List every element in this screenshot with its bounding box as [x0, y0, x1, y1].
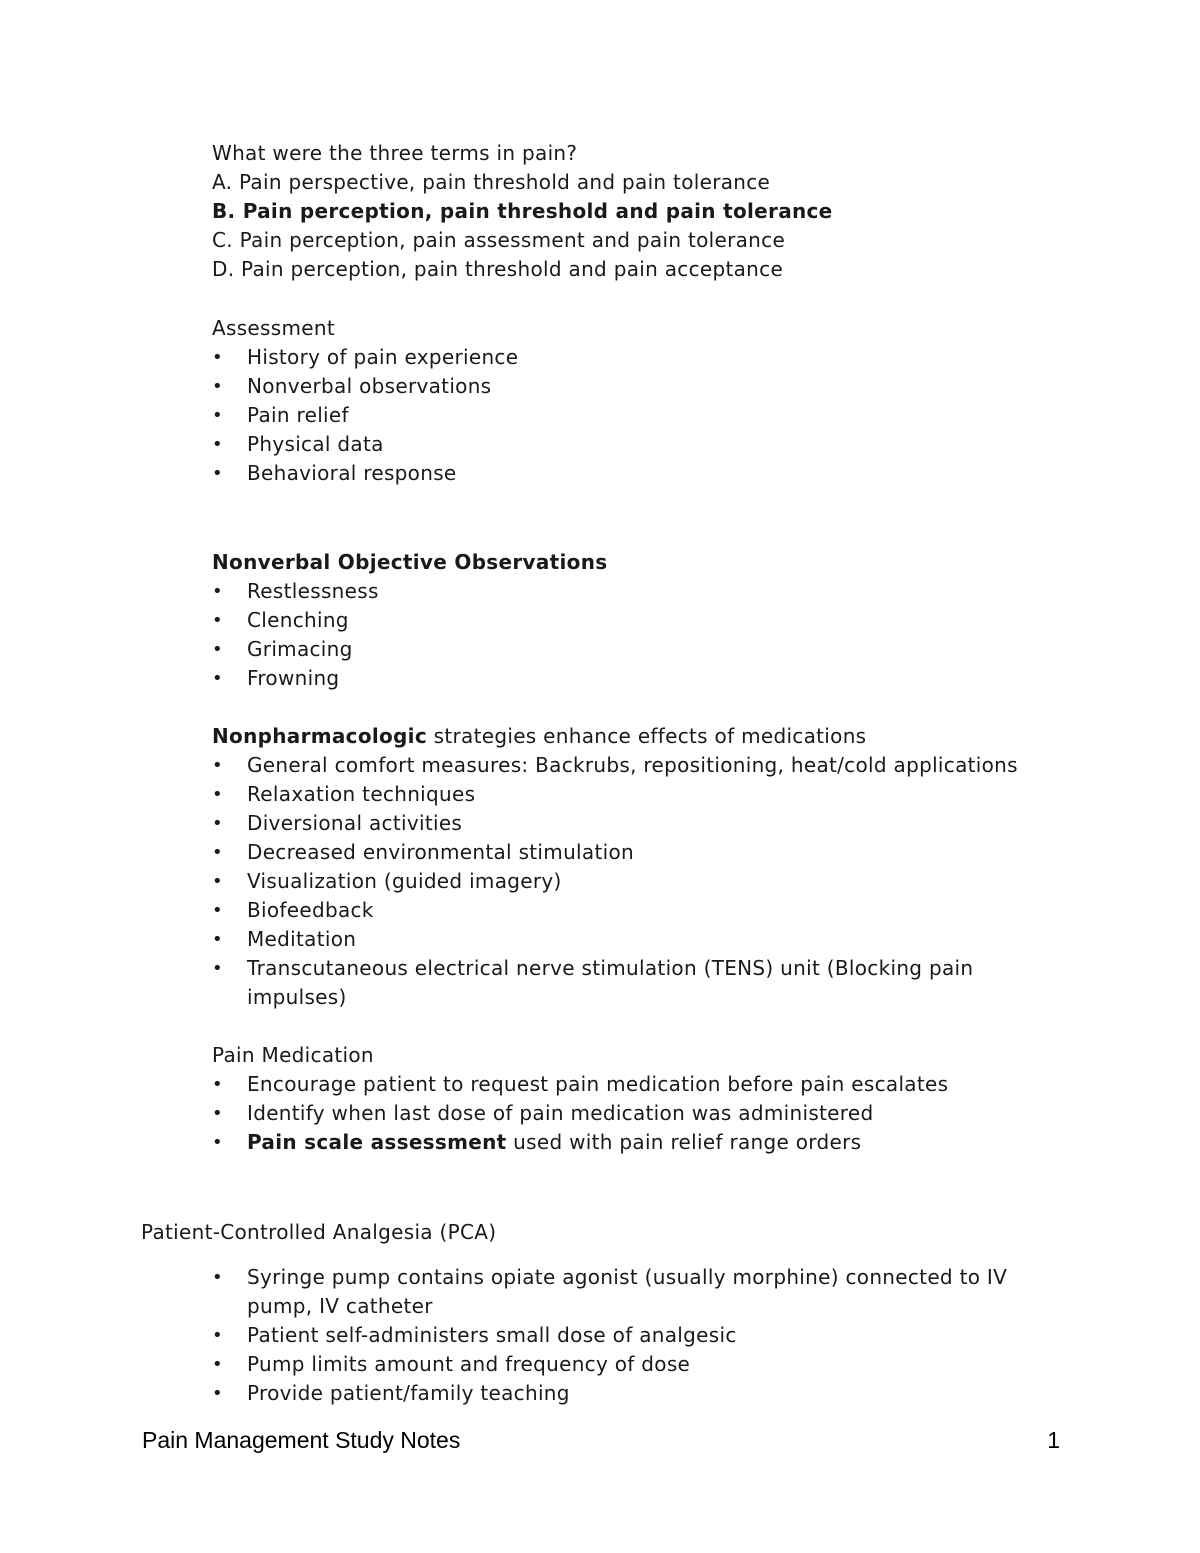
assessment-heading: Assessment [212, 316, 335, 340]
assessment-section [212, 314, 518, 488]
option-b-correct: B. Pain perception, pain threshold and pain tolerance [212, 199, 833, 223]
list-item: • Visualization (guided imagery) [212, 867, 1057, 896]
medication-heading: Pain Medication [212, 1043, 374, 1067]
quiz-question [212, 139, 833, 284]
nonverbal-list [212, 577, 607, 693]
bullet-icon: • [212, 610, 223, 631]
assessment-list [212, 343, 518, 488]
bullet-icon: • [212, 755, 223, 776]
list-item: • Behavioral response [212, 459, 518, 488]
list-item: • Relaxation techniques [212, 780, 1057, 809]
bullet-icon: • [212, 581, 223, 602]
bullet-icon: • [212, 929, 223, 950]
list-item: • Pain relief [212, 401, 518, 430]
list-item: • Encourage patient to request pain medication before pain escalates [212, 1070, 948, 1099]
page-number: 1 [1047, 1427, 1060, 1453]
list-item: • History of pain experience [212, 343, 518, 372]
option-c: C. Pain perception, pain assessment and pain tolerance [212, 228, 786, 252]
bullet-icon: • [212, 668, 223, 689]
bullet-icon: • [212, 871, 223, 892]
bullet-icon: • [212, 347, 223, 368]
pca-list [212, 1263, 1057, 1408]
bullet-icon: • [212, 1074, 223, 1095]
list-item: • Patient self-administers small dose of analgesic [212, 1321, 1057, 1350]
pca-section [212, 1263, 1057, 1408]
bullet-icon: • [212, 900, 223, 921]
bullet-icon: • [212, 1267, 223, 1288]
footer-title: Pain Management Study Notes [142, 1427, 461, 1453]
bullet-icon: • [212, 405, 223, 426]
nonpharm-list [212, 751, 1057, 1012]
list-item: • Syringe pump contains opiate agonist (usually morphine) connected to IV pump, IV catheter [212, 1265, 1008, 1318]
bullet-icon: • [212, 1325, 223, 1346]
bullet-icon: • [212, 842, 223, 863]
question-prompt: What were the three terms in pain? [212, 141, 578, 165]
list-item: • Decreased environmental stimulation [212, 838, 1057, 867]
list-item: • Grimacing [212, 635, 607, 664]
bullet-icon: • [212, 376, 223, 397]
nonpharm-heading: Nonpharmacologic strategies enhance effects of medications [212, 724, 867, 748]
list-item: • Physical data [212, 430, 518, 459]
nonverbal-section [212, 548, 607, 693]
list-item: • General comfort measures: Backrubs, repositioning, heat/cold applications [212, 751, 1057, 780]
bullet-icon: • [212, 1354, 223, 1375]
page-footer [142, 1424, 1060, 1456]
list-item: • Frowning [212, 664, 607, 693]
pca-heading-block [141, 1218, 496, 1247]
bullet-icon: • [212, 813, 223, 834]
list-item: • Provide patient/family teaching [212, 1379, 1057, 1408]
bullet-icon: • [212, 463, 223, 484]
nonverbal-heading: Nonverbal Objective Observations [212, 550, 608, 574]
list-item: • Nonverbal observations [212, 372, 518, 401]
pca-heading: Patient-Controlled Analgesia (PCA) [141, 1220, 497, 1244]
list-item: • Clenching [212, 606, 607, 635]
bullet-icon: • [212, 639, 223, 660]
list-item: • Transcutaneous electrical nerve stimulation (TENS) unit (Blocking pain impulses) [212, 956, 974, 1009]
bullet-icon: • [212, 1103, 223, 1124]
bullet-icon: • [212, 784, 223, 805]
list-item: • Biofeedback [212, 896, 1057, 925]
bullet-icon: • [212, 1383, 223, 1404]
bullet-icon: • [212, 434, 223, 455]
list-item: • Pump limits amount and frequency of dose [212, 1350, 1057, 1379]
list-item: • Identify when last dose of pain medication was administered [212, 1099, 948, 1128]
option-a: A. Pain perspective, pain threshold and pain tolerance [212, 170, 771, 194]
list-item: • Pain scale assessment used with pain relief range orders [212, 1128, 948, 1157]
option-d: D. Pain perception, pain threshold and pain acceptance [212, 257, 784, 281]
medication-section [212, 1041, 948, 1157]
bullet-icon: • [212, 1132, 223, 1153]
medication-list [212, 1070, 948, 1157]
bullet-icon: • [212, 958, 223, 979]
nonpharm-section [212, 722, 1057, 1012]
list-item: • Meditation [212, 925, 1057, 954]
list-item: • Diversional activities [212, 809, 1057, 838]
list-item: • Restlessness [212, 577, 607, 606]
